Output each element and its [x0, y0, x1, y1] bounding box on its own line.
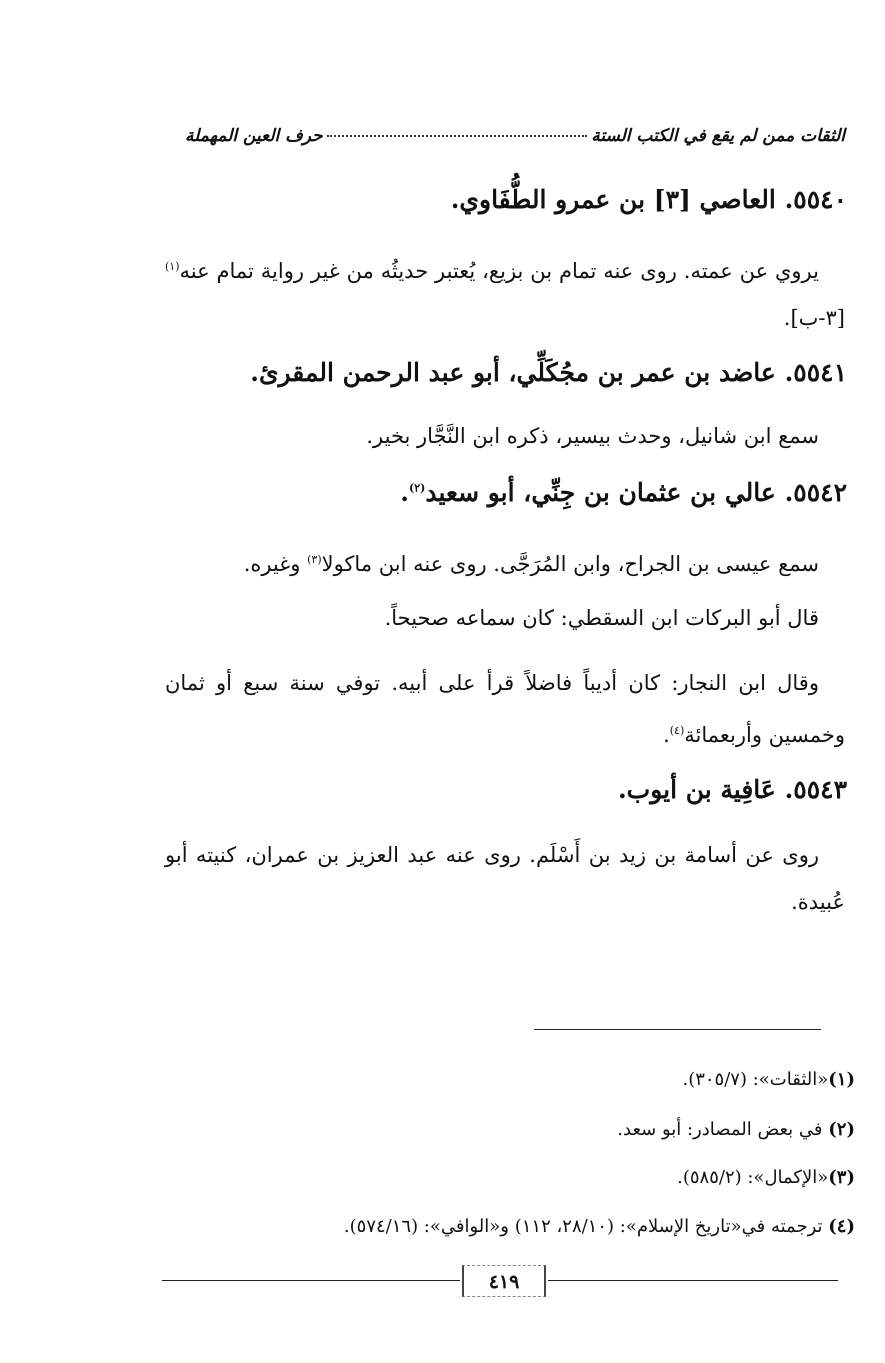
paragraph-text: يروي عن عمته. روى عنه تمام بن بزيع، يُعتبر حديثُه من غير رواية تمام عنه — [179, 259, 819, 283]
entry-name: العاصي [٣] بن عمرو الطُّفَاوي. — [450, 185, 776, 214]
footnote-text: في بعض المصادر: أبو سعد. — [617, 1119, 823, 1140]
footnote-ref: (٣) — [307, 553, 322, 566]
header-chapter-title: حرف العين المهملة — [185, 126, 323, 146]
header-book-title: الثقات ممن لم يقع في الكتب الستة — [591, 126, 845, 146]
paragraph-tail: [٣-ب]. — [783, 306, 845, 330]
footnote-number: (١) — [828, 1069, 855, 1090]
page-number: ٤١٩ — [462, 1265, 546, 1297]
entry-paragraph — [165, 832, 845, 926]
bottom-rule — [162, 1280, 460, 1281]
entry-number: ٥٥٤٢. — [784, 478, 847, 507]
entry-title — [250, 358, 847, 387]
paragraph-tail: . — [663, 723, 670, 747]
entry-number: ٥٥٤١. — [784, 358, 847, 387]
entry-paragraph — [165, 536, 845, 588]
footnote — [135, 1115, 855, 1145]
footnote-number: (٢) — [828, 1119, 855, 1140]
footnote-text: «الإكمال»: (٥٨٥/٢). — [677, 1167, 829, 1188]
footnote-number: (٣) — [828, 1167, 855, 1188]
paragraph-text: قال أبو البركات ابن السقطي: كان سماعه صحيحاً. — [384, 606, 819, 630]
entry-paragraph — [165, 243, 845, 342]
paragraph-text: سمع ابن شانيل، وحدث بيسير، ذكره ابن النَّجَّار بخير. — [366, 424, 819, 448]
footnote-ref: (١) — [165, 260, 180, 273]
entry-name-tail: . — [400, 478, 409, 507]
header-dot-leader — [327, 135, 588, 137]
entry-title — [451, 185, 847, 214]
footnote — [135, 1212, 855, 1242]
running-header — [185, 126, 845, 158]
entry-paragraph — [165, 413, 845, 460]
bottom-rule — [548, 1280, 838, 1281]
footnote-text: ترجمته في«تاريخ الإسلام»: (٢٨/١٠، ١١٢) و«الوافي»: (٥٧٤/١٦). — [343, 1216, 823, 1237]
footnote-ref: (٤) — [669, 724, 685, 737]
entry-number: ٥٥٤٣. — [784, 775, 847, 804]
entry-title — [400, 478, 847, 507]
footnote — [135, 1065, 855, 1095]
entry-name: عالي بن عثمان بن جِنِّي، أبو سعيد — [425, 478, 776, 507]
footnote-separator — [534, 1029, 821, 1030]
footnote — [135, 1163, 855, 1193]
entry-number: ٥٥٤٠. — [784, 185, 847, 214]
footnote-number: (٤) — [828, 1216, 855, 1237]
footnote-ref: (٢) — [409, 481, 426, 495]
entry-name: عاضد بن عمر بن مجُكَلِّي، أبو عبد الرحمن المقرئ. — [250, 358, 776, 387]
paragraph-text: وقال ابن النجار: كان أديباً فاضلاً قرأ على أبيه. توفي سنة سبع أو ثمان وخمسين وأربعمائة — [165, 671, 845, 747]
entry-paragraph — [165, 595, 845, 642]
entry-title — [618, 775, 847, 804]
paragraph-text: روى عن أسامة بن زيد بن أَسْلَم. روى عنه عبد العزيز بن عمران، كنيته أبو عُبيدة. — [165, 843, 845, 914]
paragraph-text: سمع عيسى بن الجراح، وابن المُرَجَّى. روى عنه ابن ماكولا — [321, 552, 819, 576]
entry-paragraph — [165, 660, 845, 759]
footnote-text: «الثقات»: (٣٠٥/٧). — [682, 1069, 829, 1090]
entry-name: عَافِية بن أيوب. — [617, 775, 776, 804]
paragraph-tail: وغيره. — [243, 552, 308, 576]
